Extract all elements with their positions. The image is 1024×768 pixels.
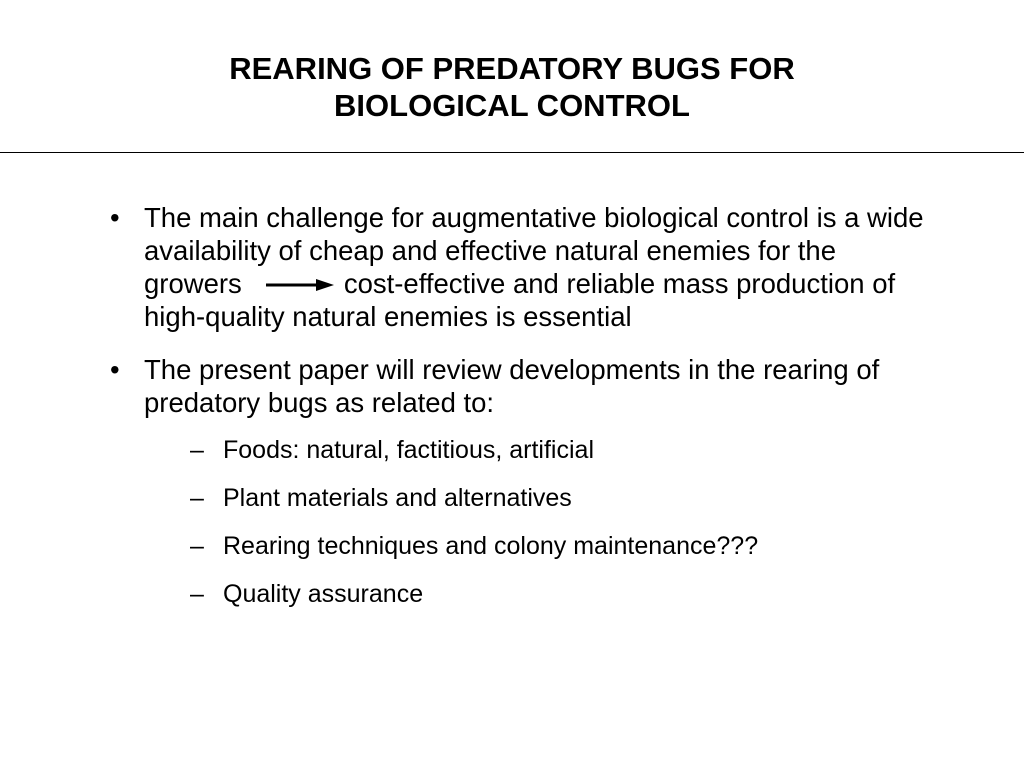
slide-body: [110, 201, 940, 609]
right-arrow-icon: [266, 278, 334, 292]
bullet-item-review: [110, 353, 940, 609]
sub-bullet-plant-materials: [144, 483, 940, 513]
title-divider: [0, 152, 1024, 153]
sub-bullet-rearing-techniques: [144, 531, 940, 561]
sub-bullet-text: Rearing techniques and colony maintenance???: [223, 532, 759, 560]
sub-bullet-text: Plant materials and alternatives: [223, 484, 572, 512]
bullet-item-challenge: [110, 201, 940, 333]
sub-bullet-marker: –: [190, 484, 204, 512]
sub-bullet-marker: –: [190, 580, 204, 608]
bullet-marker: •: [110, 202, 120, 233]
bullet-marker: •: [110, 354, 120, 385]
bullet-text: The present paper will review developments in the rearing of predatory bugs as related to:: [144, 354, 880, 418]
sub-bullet-list: [144, 435, 940, 609]
slide-title-line-2: BIOLOGICAL CONTROL: [334, 88, 690, 123]
sub-bullet-text: Foods: natural, factitious, artificial: [223, 436, 594, 464]
sub-bullet-quality-assurance: [144, 579, 940, 609]
bullet-text-before-arrow: The main challenge for augmentative biological control is a wide availability of cheap and effective natural enemies for the growers: [144, 202, 924, 299]
slide-title-line-1: REARING OF PREDATORY BUGS FOR: [229, 51, 795, 86]
sub-bullet-text: Quality assurance: [223, 580, 424, 608]
slide-title: [0, 50, 1024, 124]
bullet-text-after-arrow: cost-effective and reliable mass production of high-quality natural enemies is essential: [144, 268, 896, 332]
sub-bullet-foods: [144, 435, 940, 465]
sub-bullet-marker: –: [190, 436, 204, 464]
sub-bullet-marker: –: [190, 532, 204, 560]
